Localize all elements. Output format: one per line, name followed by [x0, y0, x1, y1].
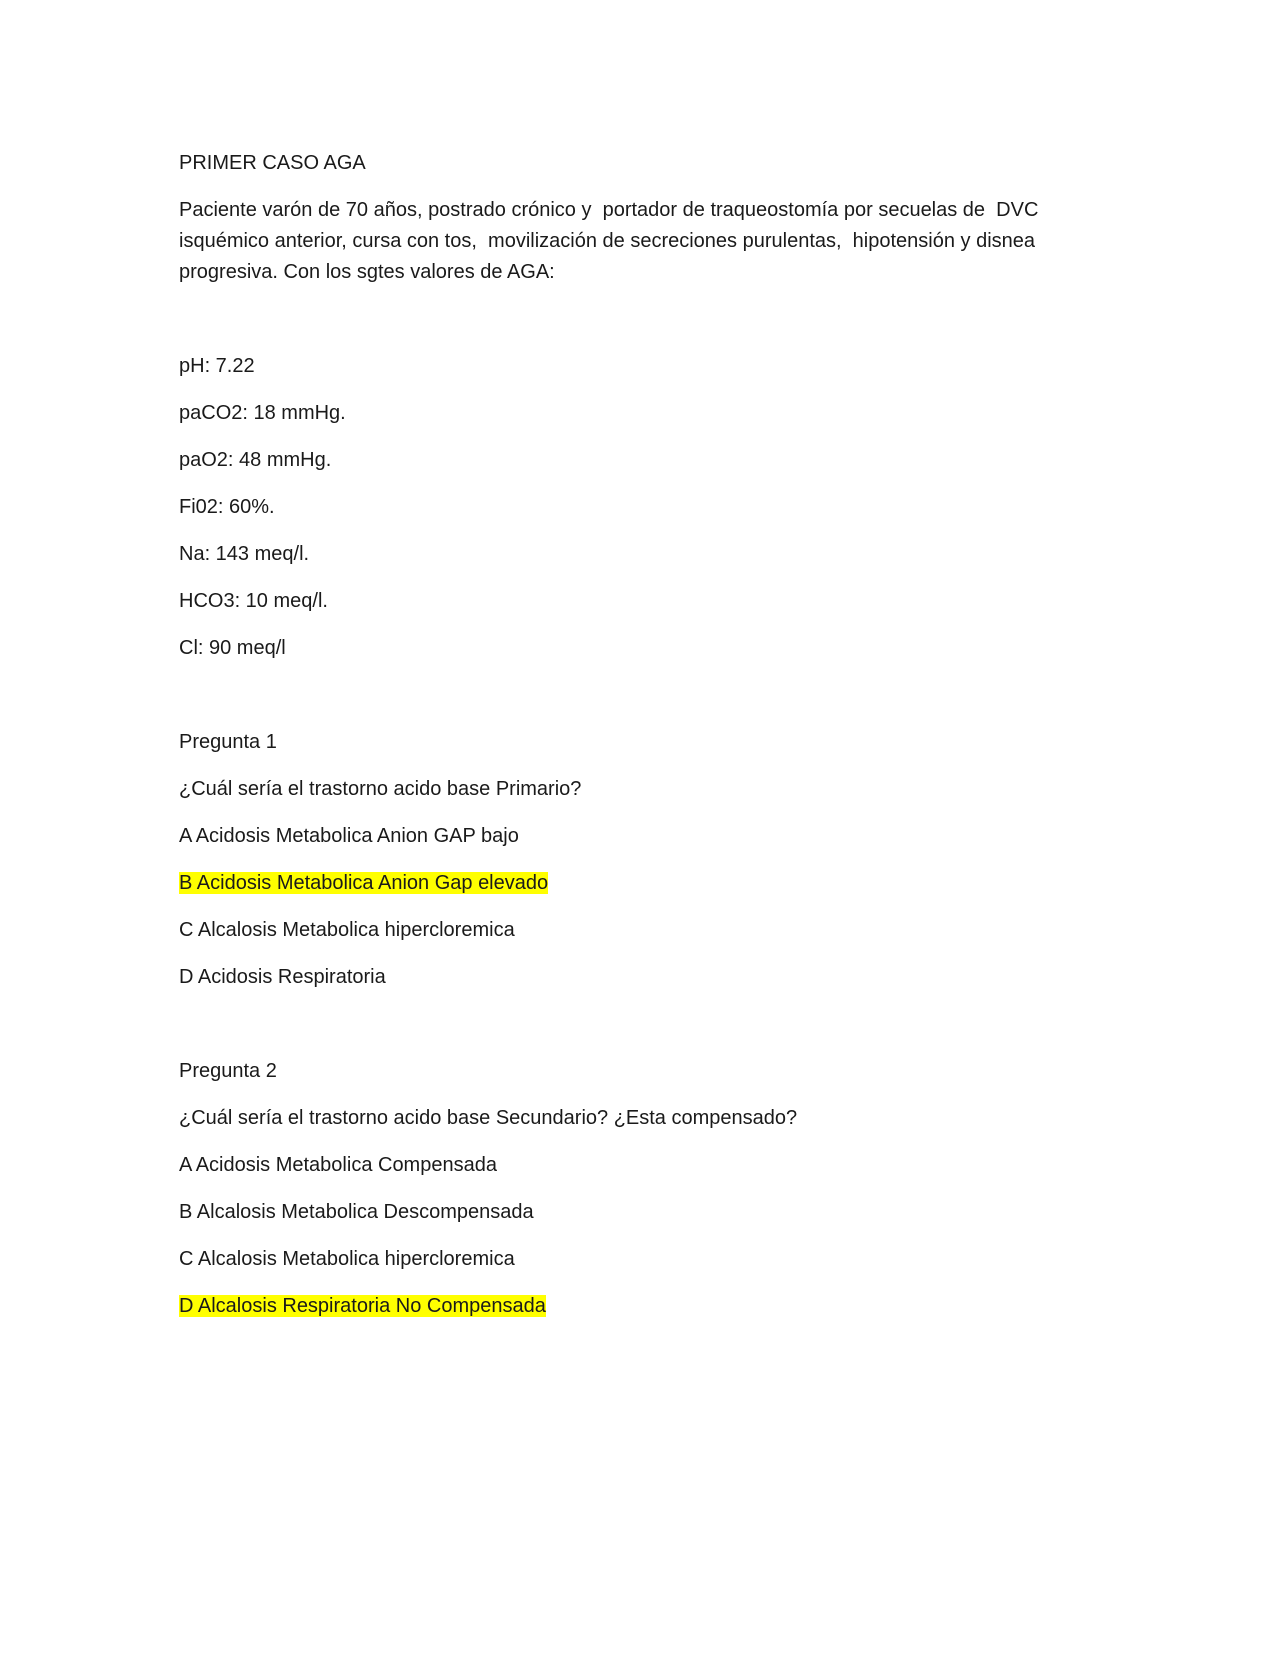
question-2-heading: Pregunta 2 [179, 1060, 277, 1082]
document-title: PRIMER CASO AGA [179, 152, 366, 174]
lab-value-cl: Cl: 90 meq/l [179, 637, 286, 659]
question-2-option-d [179, 1291, 1089, 1322]
option-text: C Alcalosis Metabolica hipercloremica [179, 919, 515, 941]
option-text: C Alcalosis Metabolica hipercloremica [179, 1248, 515, 1270]
highlighted-answer: B Acidosis Metabolica Anion Gap elevado [179, 872, 549, 894]
question-2-text: ¿Cuál sería el trastorno acido base Secundario? ¿Esta compensado? [179, 1107, 798, 1129]
option-text: B Alcalosis Metabolica Descompensada [179, 1201, 534, 1223]
document-page [179, 148, 1089, 1338]
question-1-option-b [179, 868, 1089, 899]
highlighted-answer: D Alcalosis Respiratoria No Compensada [179, 1295, 546, 1317]
question-1-option-c [179, 915, 1089, 946]
question-2-option-a [179, 1150, 1089, 1181]
question-1-text: ¿Cuál sería el trastorno acido base Primario? [179, 778, 582, 800]
spacer [179, 680, 1089, 727]
case-description: Paciente varón de 70 años, postrado crónico y portador de traqueostomía por secuelas de DVC isquémico anterior, cursa con tos, movilización de secreciones purulentas, hipotensión y disnea progresiva. Con los sgtes valores de AGA: [179, 199, 1044, 283]
lab-value-fio2: Fi02: 60%. [179, 496, 275, 518]
option-text: D Acidosis Respiratoria [179, 966, 386, 988]
question-2-option-b [179, 1197, 1089, 1228]
lab-value-hco3: HCO3: 10 meq/l. [179, 590, 328, 612]
lab-value-ph: pH: 7.22 [179, 355, 255, 377]
spacer [179, 304, 1089, 351]
option-text: A Acidosis Metabolica Anion GAP bajo [179, 825, 519, 847]
question-2-option-c [179, 1244, 1089, 1275]
question-1-option-d [179, 962, 1089, 993]
lab-value-na: Na: 143 meq/l. [179, 543, 310, 565]
question-1-heading: Pregunta 1 [179, 731, 277, 753]
spacer [179, 1009, 1089, 1056]
lab-value-pao2: paO2: 48 mmHg. [179, 449, 332, 471]
question-1-option-a [179, 821, 1089, 852]
option-text: A Acidosis Metabolica Compensada [179, 1154, 497, 1176]
lab-value-paco2: paCO2: 18 mmHg. [179, 402, 346, 424]
